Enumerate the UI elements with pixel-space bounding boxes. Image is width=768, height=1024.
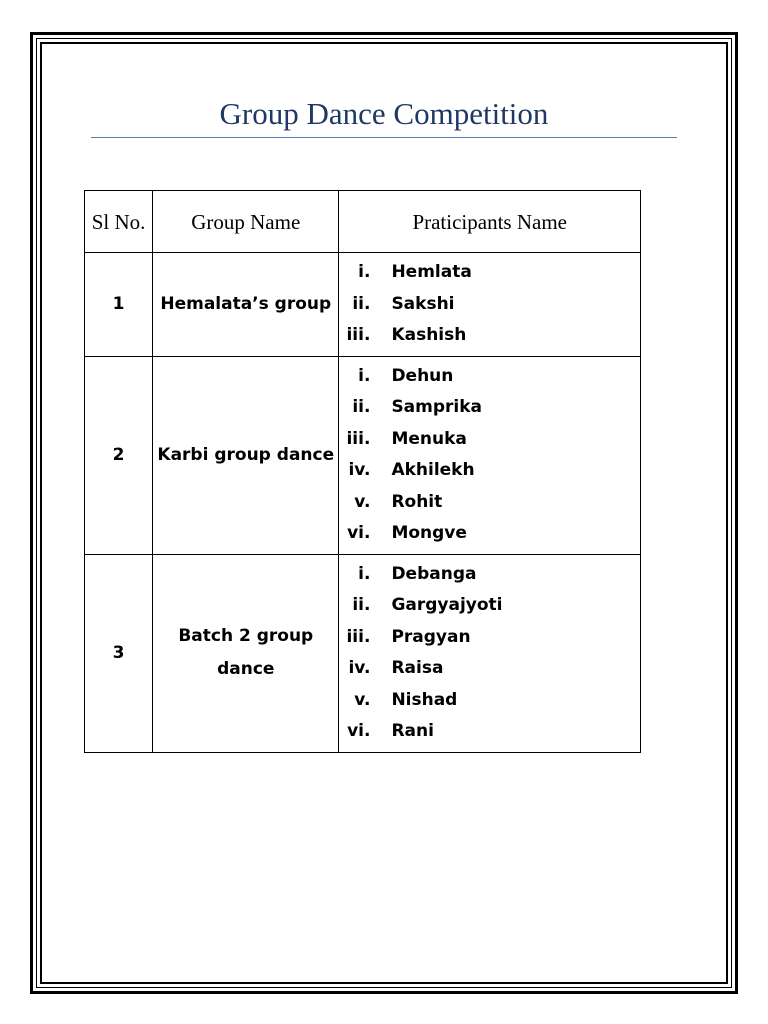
list-item xyxy=(339,424,640,456)
list-item xyxy=(339,320,640,352)
list-numeral: i. xyxy=(358,563,371,584)
row-number: 2 xyxy=(85,356,153,554)
participants-cell xyxy=(339,253,641,357)
list-item xyxy=(339,590,640,622)
header-participants: Praticipants Name xyxy=(339,191,641,253)
participant-name: Pragyan xyxy=(391,626,471,647)
list-numeral: iv. xyxy=(348,460,371,480)
list-numeral: vi. xyxy=(347,721,371,741)
participant-name: Rohit xyxy=(391,491,443,512)
participant-name: Nishad xyxy=(391,689,458,710)
page-title: Group Dance Competition xyxy=(219,96,549,131)
participant-name: Raisa xyxy=(391,658,444,678)
list-item xyxy=(339,685,640,717)
header-group-name: Group Name xyxy=(153,191,339,253)
participant-name: Mongve xyxy=(391,523,467,543)
table-row xyxy=(85,253,641,357)
list-item xyxy=(339,716,640,748)
table-row xyxy=(85,356,641,554)
participant-name: Hemlata xyxy=(391,262,472,282)
list-numeral: iv. xyxy=(348,658,371,678)
title-underline xyxy=(91,137,677,138)
list-numeral: iii. xyxy=(346,325,371,345)
participant-list xyxy=(339,555,640,752)
participant-name: Kashish xyxy=(391,325,467,345)
list-numeral: i. xyxy=(358,262,371,282)
header-sl-no: Sl No. xyxy=(85,191,153,253)
participant-name: Sakshi xyxy=(391,293,455,314)
list-numeral: ii. xyxy=(352,397,371,417)
participant-name: Samprika xyxy=(391,397,483,417)
list-item xyxy=(339,653,640,685)
table-header-row xyxy=(85,191,641,253)
list-item xyxy=(339,289,640,321)
participant-name: Menuka xyxy=(391,428,467,449)
list-item xyxy=(339,361,640,393)
participant-list xyxy=(339,253,640,356)
list-numeral: i. xyxy=(358,365,371,386)
list-numeral: iii. xyxy=(346,626,371,647)
participant-name: Dehun xyxy=(391,365,454,386)
row-number: 1 xyxy=(85,253,153,357)
participants-cell xyxy=(339,554,641,752)
row-number: 3 xyxy=(85,554,153,752)
group-name: Batch 2 group dance xyxy=(153,554,339,752)
participants-cell xyxy=(339,356,641,554)
list-numeral: vi. xyxy=(347,523,371,543)
participant-name: Akhilekh xyxy=(391,460,475,480)
group-name: Karbi group dance xyxy=(153,356,339,554)
list-numeral: v. xyxy=(354,689,371,710)
list-item xyxy=(339,257,640,289)
list-item xyxy=(339,487,640,519)
participant-name: Rani xyxy=(391,721,434,741)
list-item xyxy=(339,518,640,550)
list-item xyxy=(339,392,640,424)
list-numeral: iii. xyxy=(346,428,371,449)
participant-list xyxy=(339,357,640,554)
participant-name: Gargyajyoti xyxy=(391,595,503,615)
participant-name: Debanga xyxy=(391,563,477,584)
list-item xyxy=(339,455,640,487)
list-item xyxy=(339,559,640,591)
list-numeral: ii. xyxy=(352,595,371,615)
list-item xyxy=(339,622,640,654)
competition-table xyxy=(84,190,641,753)
group-name: Hemalata’s group xyxy=(153,253,339,357)
table-row xyxy=(85,554,641,752)
list-numeral: ii. xyxy=(352,293,371,314)
list-numeral: v. xyxy=(354,491,371,512)
